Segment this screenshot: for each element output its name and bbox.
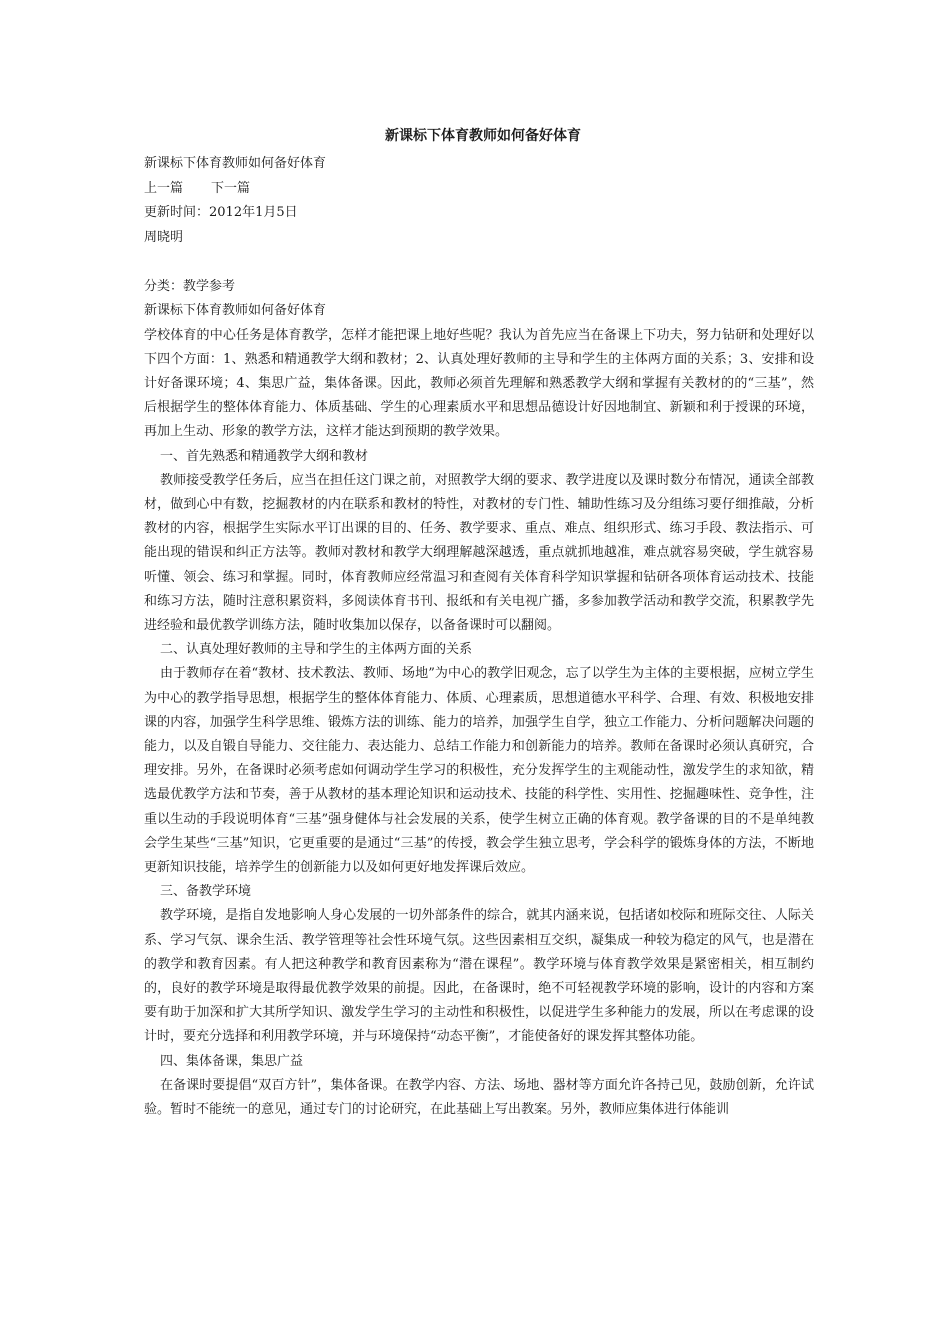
page-title: 新课标下体育教师如何备好体育 (385, 128, 581, 144)
section-1-paragraph: 教师接受教学任务后，应当在担任这门课之前，对照教学大纲的要求、教学进度以及课时数分布情况，通读全部教材，做到心中有数，挖掘教材的内在联系和教材的特性，对教材的专门性、辅助性练习及分组练习要仔细推敲，分析教材的内容，根据学生实际水平订出课的目的、任务、教学要求、重点、难点、组织形式、练习手段、教法指示、可能出现的错误和纠正方法等。教师对教材和教学大纲理解越深越透，重点就抓地越准，难点就容易突破，学生就容易听懂、领会、练习和掌握。同时，体育教师应经常温习和查阅有关体育科学知识掌握和钻研各项体育运动技术、技能和练习方法，随时注意积累资料，多阅读体育书刊、报纸和有关电视广播，多参加教学活动和教学交流，积累教学先进经验和最优教学训练方法，随时收集加以保存，以备备课时可以翻阅。 (144, 472, 814, 633)
spacer (144, 250, 814, 275)
article-nav (144, 177, 814, 202)
repeat-title: 新课标下体育教师如何备好体育 (144, 303, 327, 318)
section-3-heading: 三、备教学环境 (160, 884, 252, 900)
section-2-heading: 二、认真处理好教师的主导和学生的主体两方面的关系 (160, 642, 473, 658)
prev-article-link[interactable]: 上一篇 (144, 180, 184, 196)
section-4-heading: 四、集体备课，集思广益 (160, 1053, 304, 1069)
section-4-paragraph: 在备课时要提倡“双百方针”，集体备课。在教学内容、方法、场地、器材等方面允许各持己见，鼓励创新，允许试验。暂时不能统一的意见，通过专门的讨论研究，在此基础上写出教案。另外，教师应集体进行体能训 (144, 1077, 814, 1117)
document-page (144, 124, 814, 1122)
category-label: 分类：教学参考 (144, 278, 236, 294)
section-3-paragraph: 教学环境，是指自发地影响人身心发展的一切外部条件的综合，就其内涵来说，包括诸如校际和班际交往、人际关系、学习气氛、课余生活、教学管理等社会性环境气氛。这些因素相互交织，凝集成一种较为稳定的风气，也是潜在的教学和教育因素。有人把这种教学和教育因素称为“潜在课程”。教学环境与体育教学效果是紧密相关，相互制约的，良好的教学环境是取得最优教学效果的前提。因此，在备课时，绝不可轻视教学环境的影响，设计的内容和方案要有助于加深和扩大其所学知识、激发学生学习的主动性和积极性，以促进学生多种能力的发展，所以在考虑课的设计时，要充分选择和利用教学环境，并与环境保持“动态平衡”，才能使备好的课发挥其整体功能。 (144, 908, 814, 1045)
article-subtitle: 新课标下体育教师如何备好体育 (144, 156, 327, 171)
next-article-link[interactable]: 下一篇 (211, 180, 251, 196)
update-time: 更新时间：2012年1月5日 (144, 205, 298, 220)
section-1-heading: 一、首先熟悉和精通教学大纲和教材 (160, 448, 369, 464)
author-name: 周晓明 (144, 229, 184, 245)
section-2-paragraph: 由于教师存在着“教材、技术教法、教师、场地”为中心的教学旧观念，忘了以学生为主体的主要根据，应树立学生为中心的教学指导思想，根据学生的整体体育能力、体质、心理素质，思想道德水平科学、合理、有效、积极地安排课的内容，加强学生科学思维、锻炼方法的训练、能力的培养，加强学生自学，独立工作能力、分析问题解决问题的能力，以及自锻自导能力、交往能力、表达能力、总结工作能力和创新能力的培养。教师在备课时必须认真研究，合理安排。另外，在备课时必须考虑如何调动学生学习的积极性，充分发挥学生的主观能动性，激发学生的求知欲，精选最优教学方法和节奏，善于从教材的基本理论知识和运动技术、技能的科学性、实用性、挖掘趣味性、竞争性，注重以生动的手段说明体育“三基”强身健体与社会发展的关系，使学生树立正确的体育观。教学备课的目的不是单纯教会学生某些“三基”知识，它更重要的是通过“三基”的传授，教会学生独立思考，学会科学的锻炼身体的方法，不断地更新知识技能，培养学生的创新能力以及如何更好地发挥课后效应。 (144, 666, 814, 875)
intro-paragraph: 学校体育的中心任务是体育教学，怎样才能把课上地好些呢？我认为首先应当在备课上下功夫，努力钻研和处理好以下四个方面：1、熟悉和精通教学大纲和教材；2、认真处理好教师的主导和学生的主体两方面的关系；3、安排和设计好备课环境；4、集思广益，集体备课。因此，教师必须首先理解和熟悉教学大纲和掌握有关教材的的“三基”，然后根据学生的整体体育能力、体质基础、学生的心理素质水平和思想品德设计好因地制宜、新颖和利于授课的环境，再加上生动、形象的教学方法，这样才能达到预期的教学效果。 (144, 327, 814, 440)
